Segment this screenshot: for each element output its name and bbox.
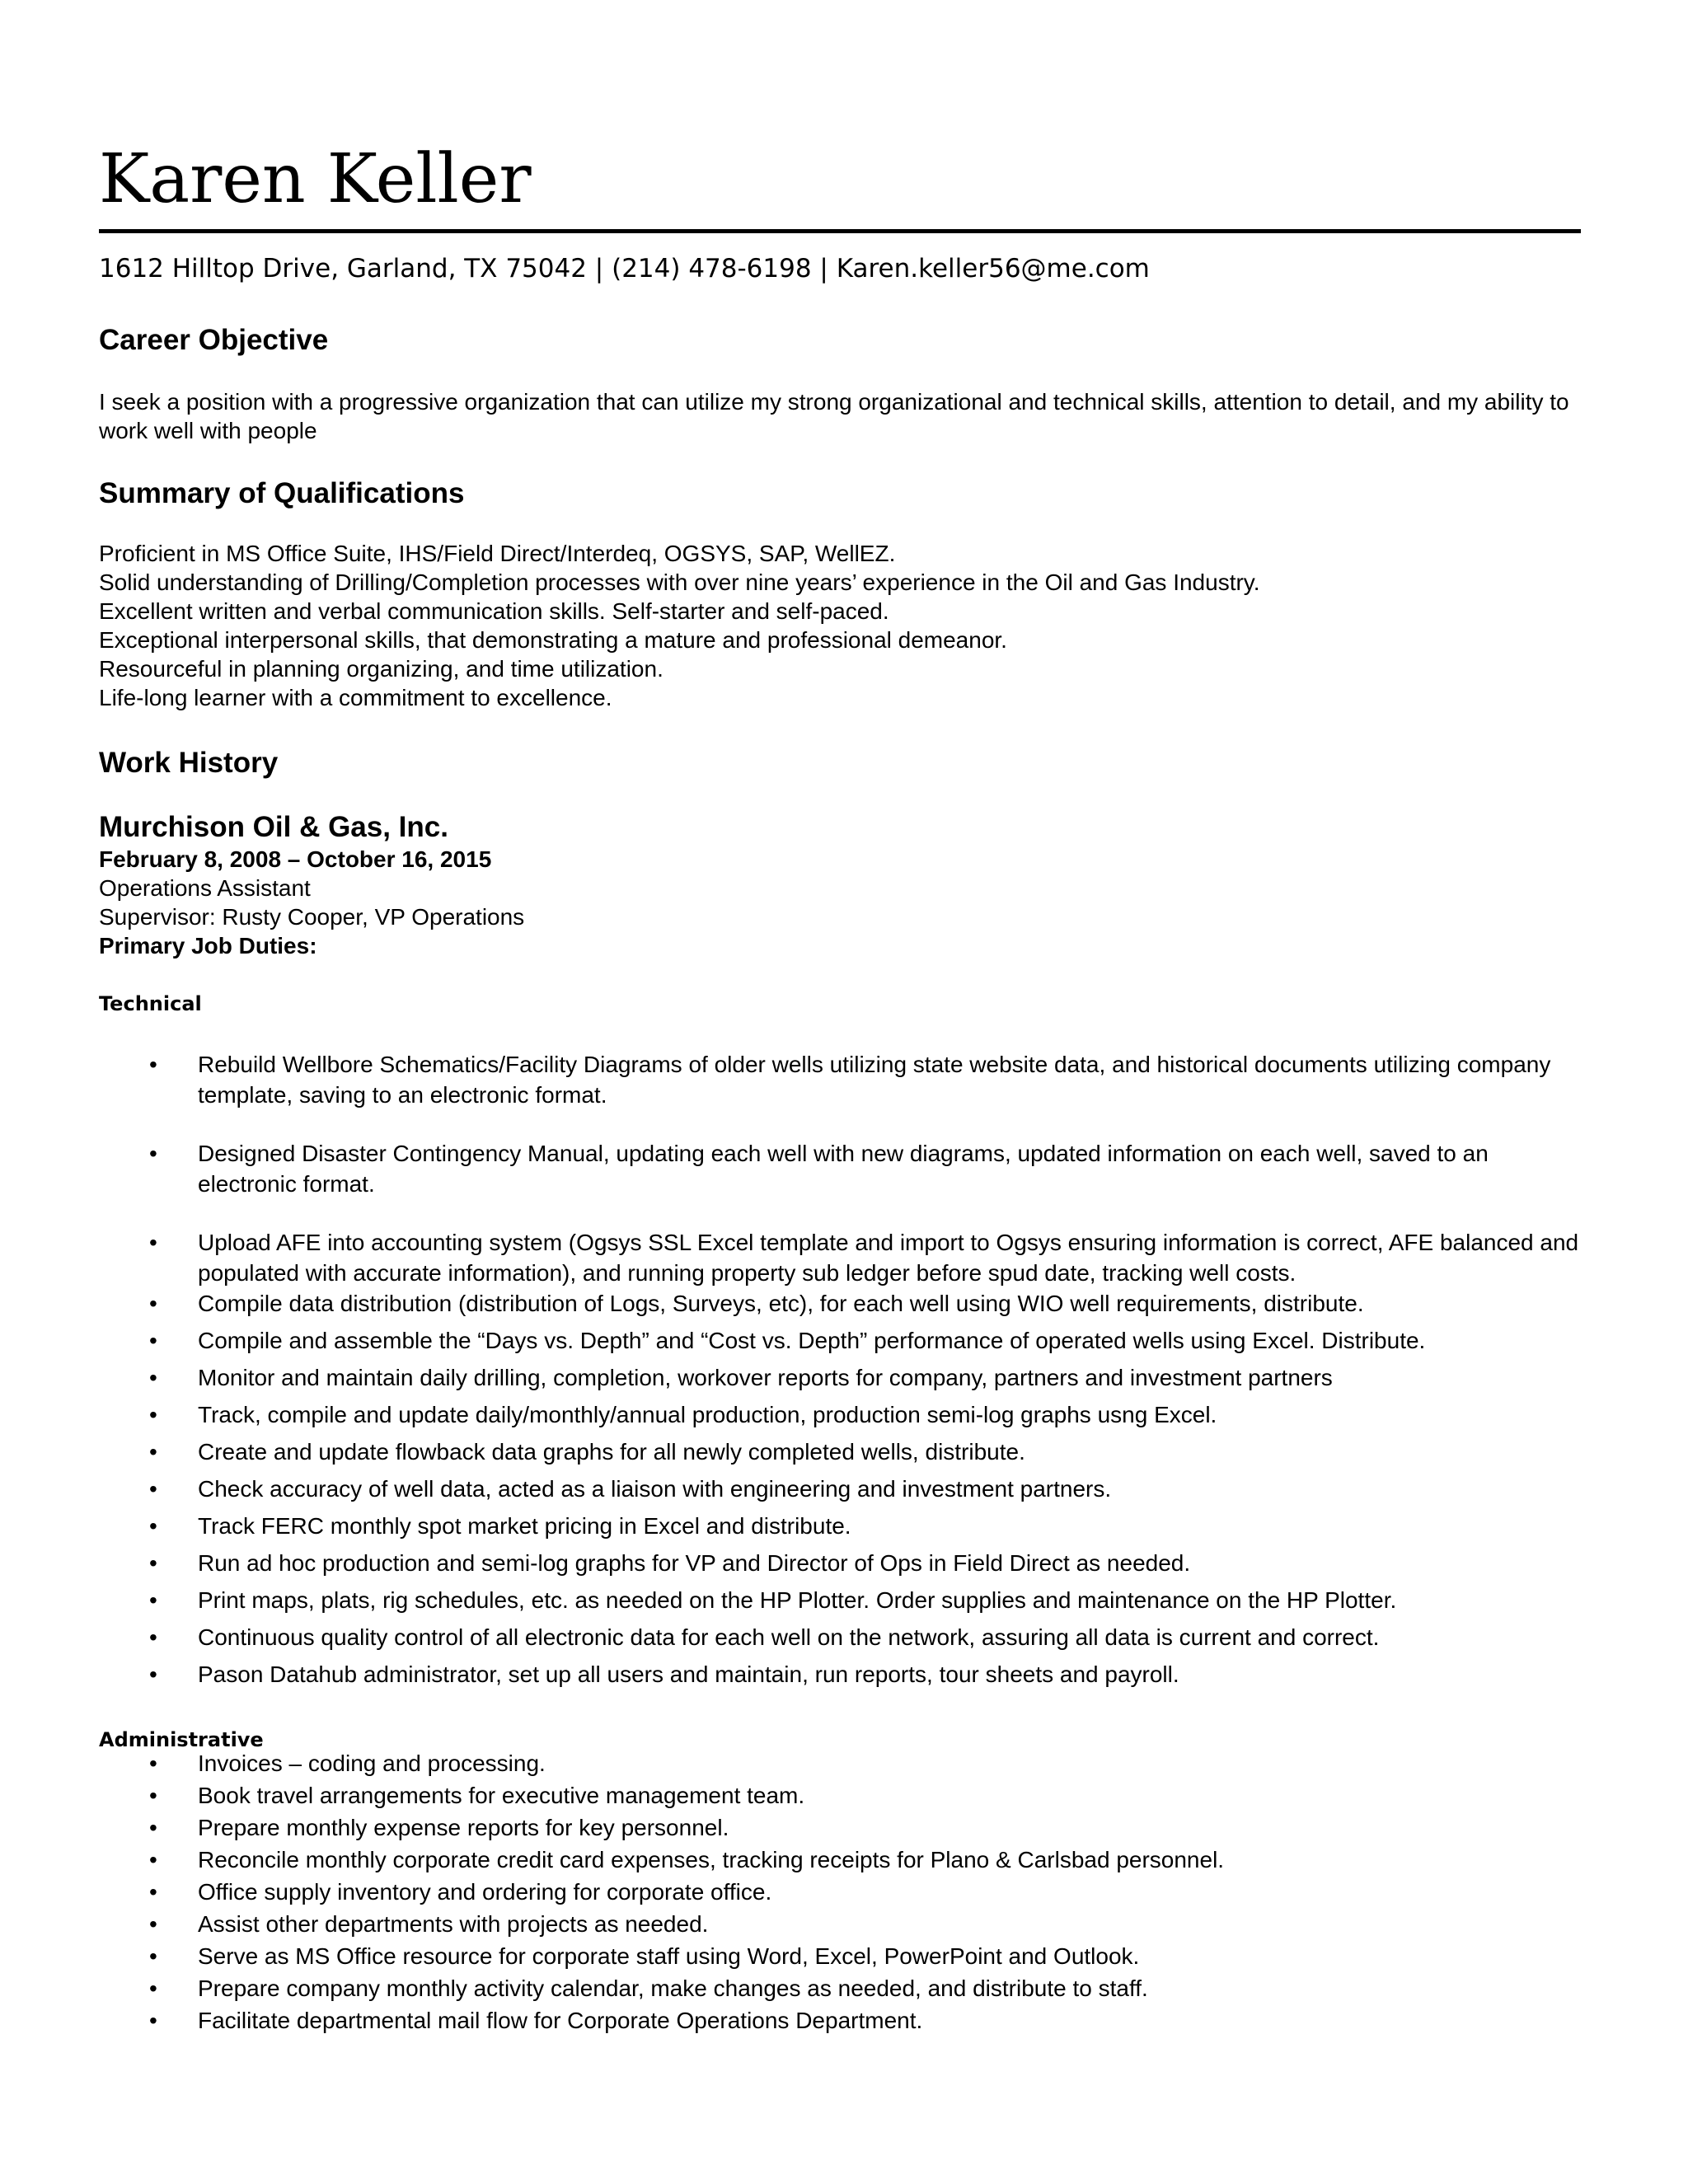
bullet-icon: •: [149, 1943, 157, 1969]
qualification-line: Exceptional interpersonal skills, that demonstrating a mature and professional demeanor.: [99, 627, 1007, 653]
duty-text: Invoices – coding and processing.: [198, 1750, 546, 1776]
header-divider: [99, 229, 1581, 233]
bullet-icon: •: [149, 1402, 157, 1427]
bullet-icon: •: [149, 1975, 157, 2001]
qualification-line: Proficient in MS Office Suite, IHS/Field Direct/Interdeq, OGSYS, SAP, WellEZ.: [99, 541, 896, 566]
duty-text: Continuous quality control of all electronic data for each well on the network, assuring all data is current and correct.: [198, 1624, 1380, 1650]
administrative-subheading: Administrative: [99, 1728, 264, 1751]
bullet-icon: •: [149, 1230, 157, 1255]
supervisor: Supervisor: Rusty Cooper, VP Operations: [99, 904, 525, 930]
bullet-icon: •: [149, 1513, 157, 1539]
duty-text: Print maps, plats, rig schedules, etc. as needed on the HP Plotter. Order supplies and maintenance on the HP Plotter.: [198, 1587, 1397, 1613]
bullet-icon: •: [149, 1587, 157, 1613]
qualification-line: Solid understanding of Drilling/Completion processes with over nine years’ experience in the Oil and Gas Industry.: [99, 569, 1260, 595]
company-name: Murchison Oil & Gas, Inc.: [99, 811, 448, 843]
work-history-heading: Work History: [99, 747, 279, 779]
qualification-line: Excellent written and verbal communication skills. Self-starter and self-paced.: [99, 598, 889, 624]
bullet-icon: •: [149, 2008, 157, 2033]
bullet-icon: •: [149, 1291, 157, 1316]
contact-line: 1612 Hilltop Drive, Garland, TX 75042 | (214) 478-6198 | Karen.keller56@me.com: [99, 254, 1150, 284]
duty-text: Book travel arrangements for executive management team.: [198, 1783, 805, 1808]
duty-text: Reconcile monthly corporate credit card expenses, tracking receipts for Plano & Carlsbad personnel.: [198, 1847, 1225, 1872]
bullet-icon: •: [149, 1476, 157, 1502]
duty-text: Compile and assemble the “Days vs. Depth” and “Cost vs. Depth” performance of operated wells using Excel. Distribute.: [198, 1328, 1426, 1353]
duty-text: Serve as MS Office resource for corporate staff using Word, Excel, PowerPoint and Outlook.: [198, 1943, 1140, 1969]
duty-text: Track, compile and update daily/monthly/annual production, production semi-log graphs usng Excel.: [198, 1402, 1217, 1427]
employment-dates: February 8, 2008 – October 16, 2015: [99, 846, 492, 872]
candidate-name: Karen Keller: [99, 140, 532, 218]
bullet-icon: •: [149, 1911, 157, 1937]
duty-text: Check accuracy of well data, acted as a liaison with engineering and investment partners.: [198, 1476, 1112, 1502]
qualifications-heading: Summary of Qualifications: [99, 477, 465, 509]
bullet-icon: •: [149, 1141, 157, 1166]
bullet-icon: •: [149, 1365, 157, 1390]
duty-text: Facilitate departmental mail flow for Corporate Operations Department.: [198, 2008, 923, 2033]
bullet-icon: •: [149, 1661, 157, 1687]
duty-text: Track FERC monthly spot market pricing in Excel and distribute.: [198, 1513, 851, 1539]
bullet-icon: •: [149, 1439, 157, 1465]
duty-text: Upload AFE into accounting system (Ogsys SSL Excel template and import to Ogsys ensuring information is correct, AFE balanced and populated with accurate information), and running property sub ledger before spud date, tracking well costs.: [198, 1230, 1579, 1286]
bullet-icon: •: [149, 1783, 157, 1808]
bullet-icon: •: [149, 1052, 157, 1077]
bullet-icon: •: [149, 1328, 157, 1353]
duty-text: Compile data distribution (distribution of Logs, Surveys, etc), for each well using WIO well requirements, distribute.: [198, 1291, 1364, 1316]
duty-text: Office supply inventory and ordering for corporate office.: [198, 1879, 772, 1905]
duty-text: Run ad hoc production and semi-log graphs for VP and Director of Ops in Field Direct as needed.: [198, 1550, 1191, 1576]
technical-subheading: Technical: [99, 992, 202, 1015]
duty-text: Prepare monthly expense reports for key personnel.: [198, 1815, 729, 1840]
bullet-icon: •: [149, 1815, 157, 1840]
qualification-line: Life-long learner with a commitment to excellence.: [99, 685, 612, 710]
career-objective-text: I seek a position with a progressive organization that can utilize my strong organizational and technical skills, attention to detail, and my ability to work well with people: [99, 389, 1569, 443]
bullet-icon: •: [149, 1750, 157, 1776]
duty-text: Designed Disaster Contingency Manual, updating each well with new diagrams, updated information on each well, saved to an electronic format.: [198, 1141, 1489, 1197]
bullet-icon: •: [149, 1624, 157, 1650]
career-objective-heading: Career Objective: [99, 324, 329, 356]
duty-text: Create and update flowback data graphs for all newly completed wells, distribute.: [198, 1439, 1025, 1465]
duty-text: Assist other departments with projects as needed.: [198, 1911, 709, 1937]
job-title: Operations Assistant: [99, 875, 311, 901]
qualification-line: Resourceful in planning organizing, and time utilization.: [99, 656, 663, 682]
duty-text: Monitor and maintain daily drilling, completion, workover reports for company, partners and investment partners: [198, 1365, 1333, 1390]
bullet-icon: •: [149, 1550, 157, 1576]
bullet-icon: •: [149, 1847, 157, 1872]
primary-duties-label: Primary Job Duties:: [99, 933, 317, 958]
bullet-icon: •: [149, 1879, 157, 1905]
duty-text: Prepare company monthly activity calendar, make changes as needed, and distribute to staff.: [198, 1975, 1148, 2001]
duty-text: Pason Datahub administrator, set up all users and maintain, run reports, tour sheets and payroll.: [198, 1661, 1179, 1687]
duty-text: Rebuild Wellbore Schematics/Facility Diagrams of older wells utilizing state website data, and historical documents utilizing company template, saving to an electronic format.: [198, 1052, 1551, 1108]
